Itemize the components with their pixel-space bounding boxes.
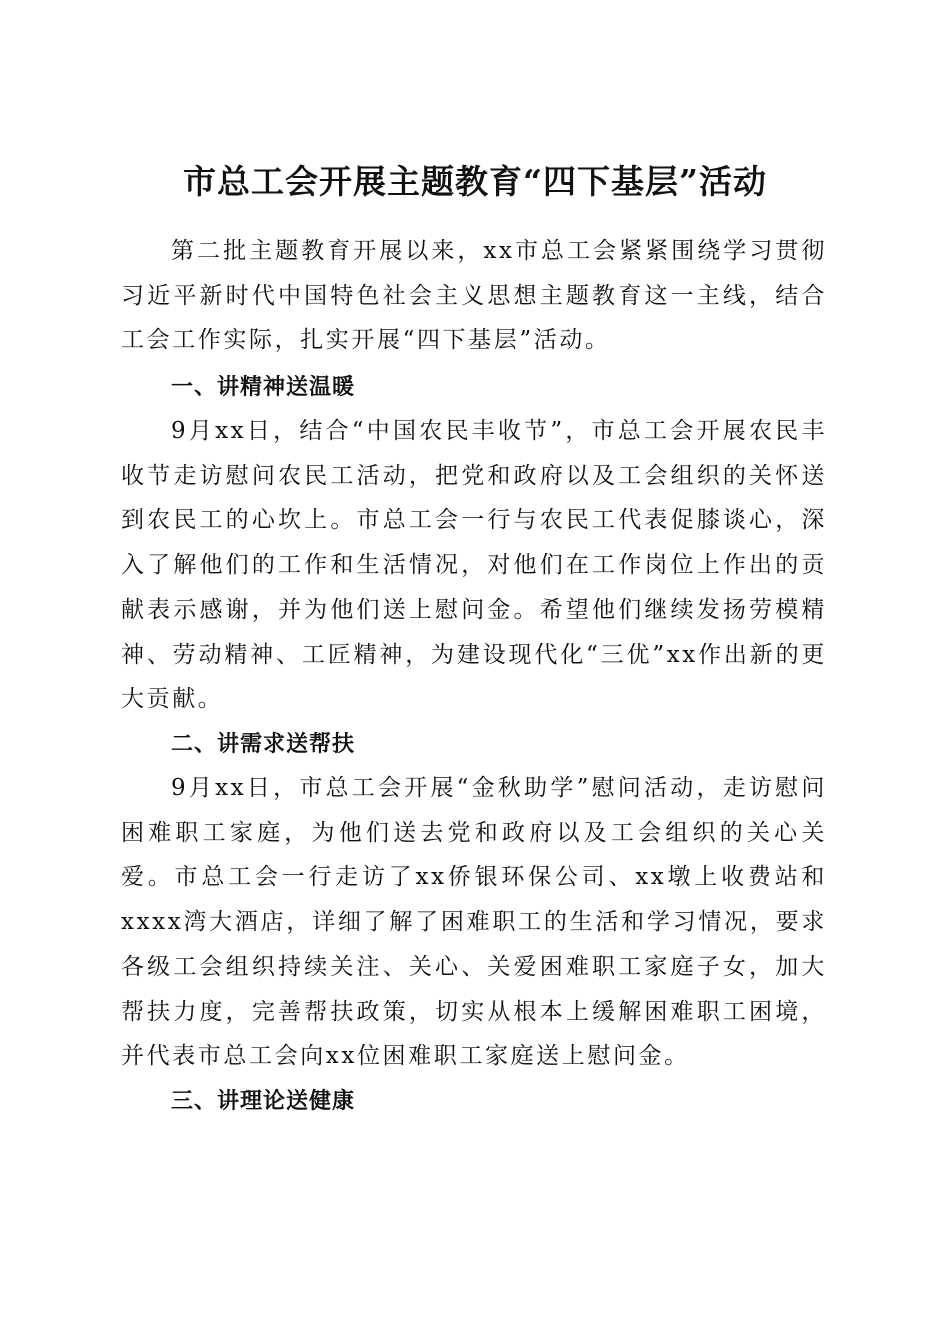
section-heading-2: 二、讲需求送帮扶 (171, 732, 356, 757)
document-title: 市总工会开展主题教育“四下基层”活动 (183, 162, 767, 202)
section-heading-1: 一、讲精神送温暖 (171, 375, 356, 400)
section-paragraph-1: 9月xx日，结合“中国农民丰收节”，市总工会开展农民丰收节走访慰问农民工活动，把党和政府以及工会组织的关怀送到农民工的心坎上。市总工会一行与农民工代表促膝谈心，深入了解他们的工作和生活情况，对他们在工作岗位上作出的贡献表示感谢，并为他们送上慰问金。希望他们继续发扬劳模精神、劳动精神、工匠精神，为建设现代化“三优”xx作出新的更大贡献。 (121, 418, 827, 713)
section-paragraph-2: 9月xx日，市总工会开展“金秋助学”慰问活动，走访慰问困难职工家庭，为他们送去党和政府以及工会组织的关心关爱。市总工会一行走访了xx侨银环保公司、xx墩上收费站和xxxx湾大酒店，详细了解了困难职工的生活和学习情况，要求各级工会组织持续关注、关心、关爱困难职工家庭子女，加大帮扶力度，完善帮扶政策，切实从根本上缓解困难职工困境，并代表市总工会向xx位困难职工家庭送上慰问金。 (121, 775, 827, 1070)
section-heading-3: 三、讲理论送健康 (171, 1089, 356, 1114)
intro-paragraph: 第二批主题教育开展以来，xx市总工会紧紧围绕学习贯彻习近平新时代中国特色社会主义思想主题教育这一主线，结合工会工作实际，扎实开展“四下基层”活动。 (121, 238, 827, 354)
